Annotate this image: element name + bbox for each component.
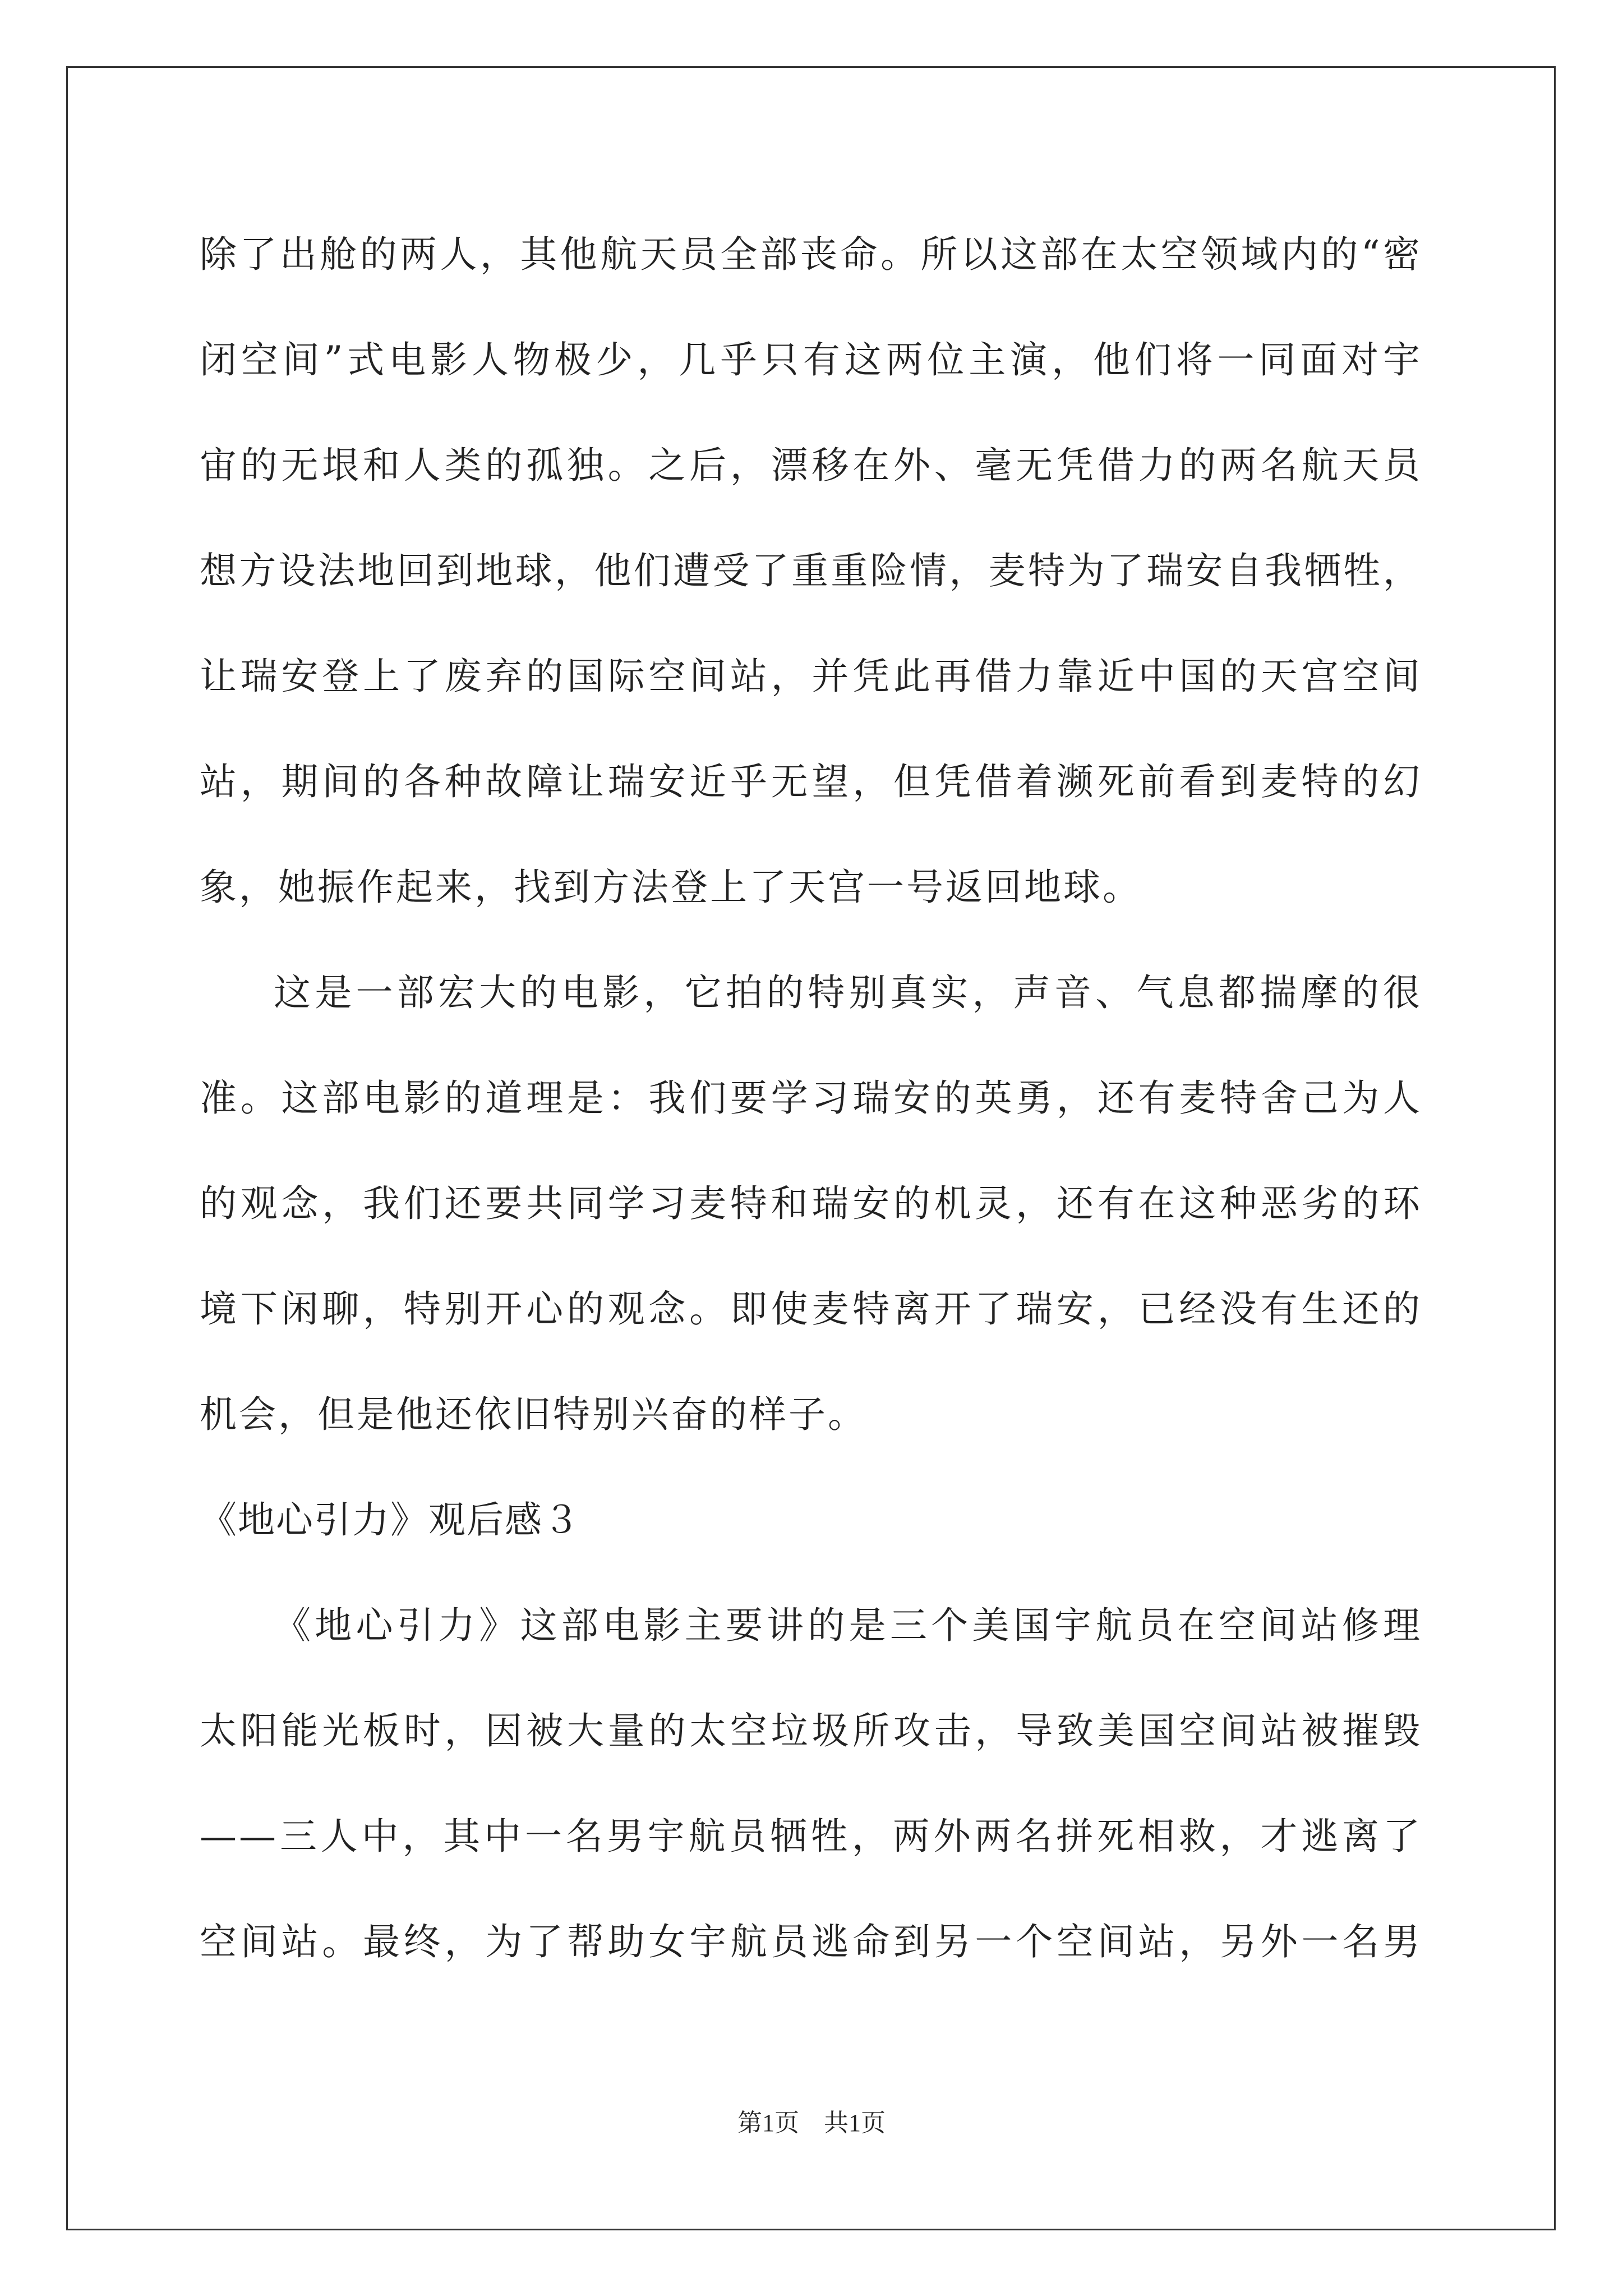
paragraph-line: 宙的无垠和人类的孤独。之后，漂移在外、毫无凭借力的两名航天员	[200, 444, 1422, 487]
page-footer	[0, 2102, 1623, 2138]
paragraph-line: 站，期间的各种故障让瑞安近乎无望，但凭借着濒死前看到麦特的幻	[200, 760, 1422, 803]
page-total: 共1页	[824, 2109, 886, 2137]
paragraph-line: 境下闲聊，特别开心的观念。即使麦特离开了瑞安，已经没有生还的	[200, 1287, 1422, 1331]
paragraph-line: 《地心引力》这部电影主要讲的是三个美国宇航员在空间站修理	[274, 1604, 1422, 1647]
section-heading: 《地心引力》观后感３	[200, 1498, 581, 1542]
paragraph-line: 机会，但是他还依旧特别兴奋的样子。	[200, 1393, 867, 1436]
paragraph-line: 太阳能光板时，因被大量的太空垃圾所攻击，导致美国空间站被摧毁	[200, 1709, 1422, 1752]
paragraph-line: 这是一部宏大的电影，它拍的特别真实，声音、气息都揣摩的很	[274, 971, 1422, 1014]
document-body	[200, 202, 1422, 1995]
paragraph-line: 象，她振作起来，找到方法登上了天宫一号返回地球。	[200, 866, 1142, 909]
paragraph-line: 空间站。最终，为了帮助女宇航员逃命到另一个空间站，另外一名男	[200, 1920, 1422, 1963]
paragraph-line: 的观念，我们还要共同学习麦特和瑞安的机灵，还有在这种恶劣的环	[200, 1182, 1422, 1225]
paragraph-line: 让瑞安登上了废弃的国际空间站，并凭此再借力靠近中国的天宫空间	[200, 655, 1422, 698]
paragraph-line: 除了出舱的两人，其他航天员全部丧命。所以这部在太空领域内的“密	[200, 233, 1422, 276]
page-number: 第1页	[737, 2109, 799, 2137]
paragraph-line: 闭空间”式电影人物极少，几乎只有这两位主演，他们将一同面对宇	[200, 338, 1422, 381]
paragraph-line: ——三人中，其中一名男宇航员牺牲，两外两名拼死相救，才逃离了	[200, 1815, 1422, 1858]
paragraph-line: 想方设法地回到地球，他们遭受了重重险情，麦特为了瑞安自我牺牲，	[200, 549, 1422, 592]
paragraph-line: 准。这部电影的道理是：我们要学习瑞安的英勇，还有麦特舍己为人	[200, 1076, 1422, 1120]
